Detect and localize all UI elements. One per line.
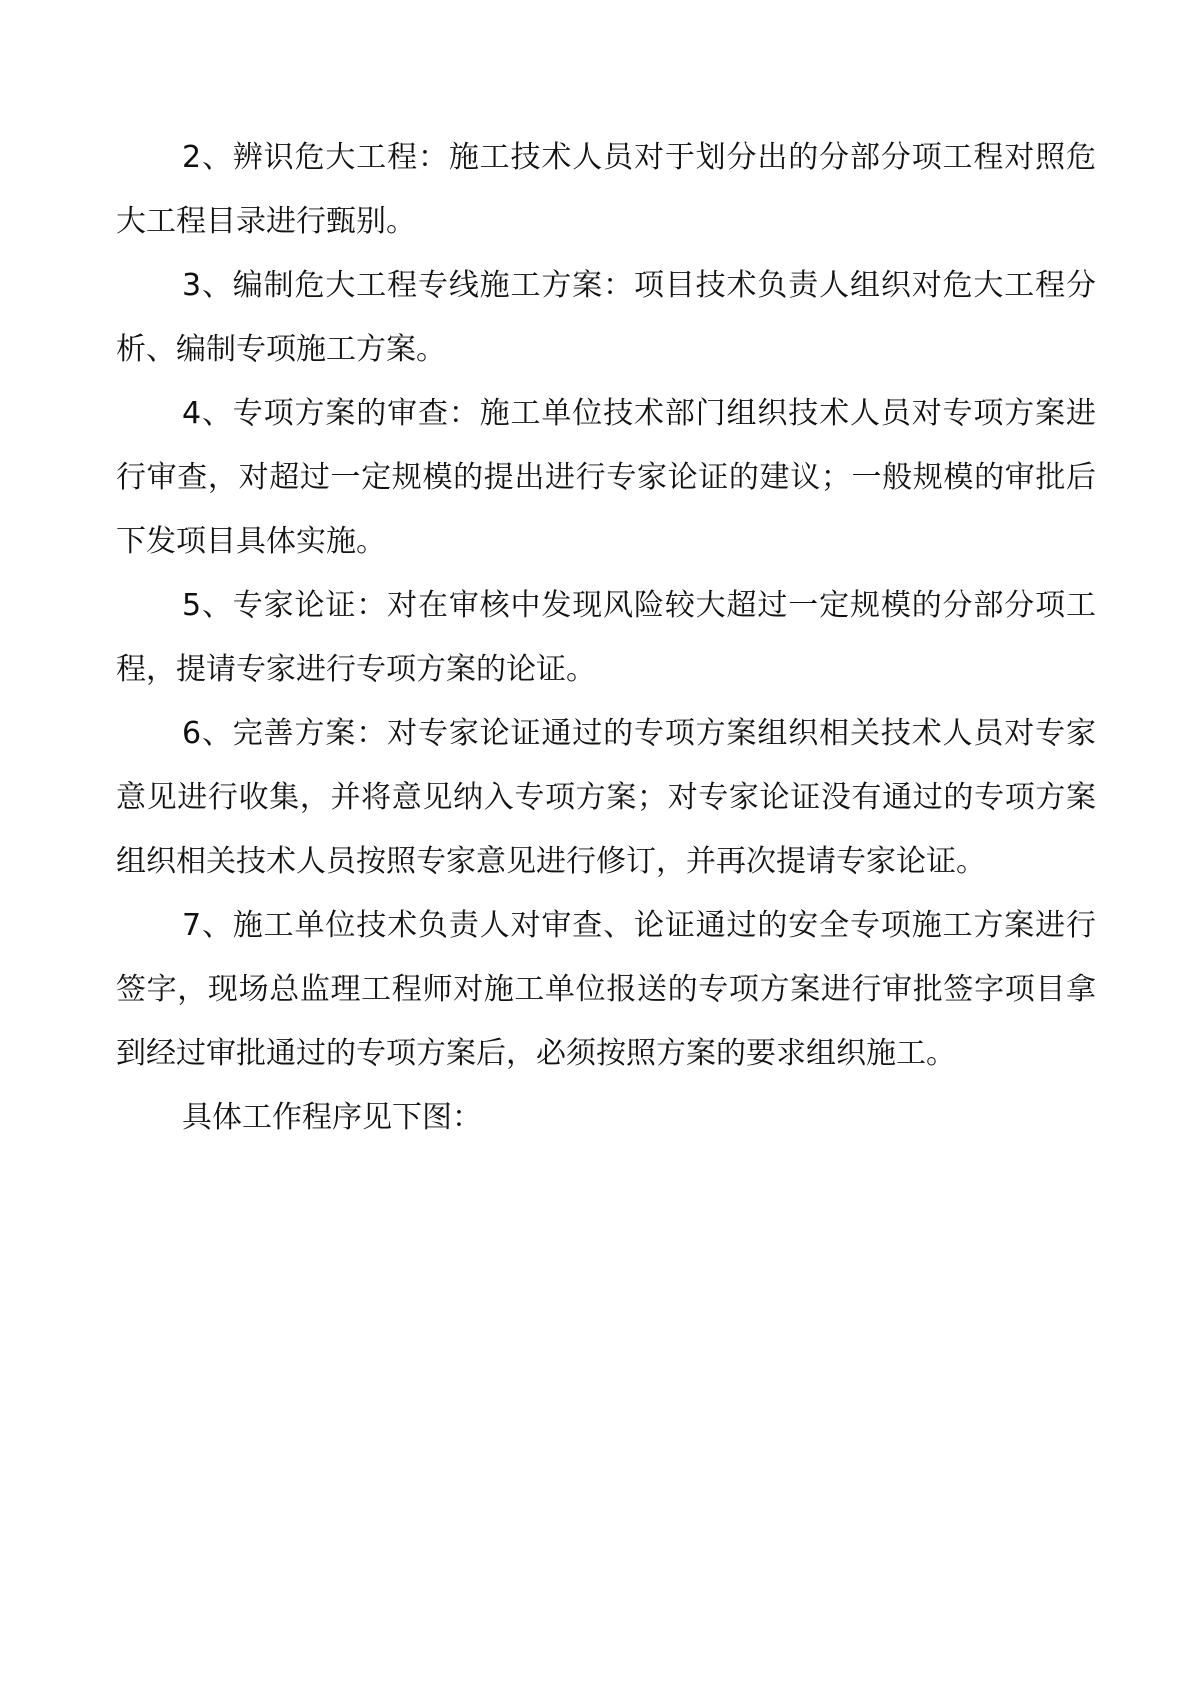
paragraph-step-4: 4、专项方案的审查：施工单位技术部门组织技术人员对专项方案进行审查，对超过一定规模的提出进行专家论证的建议；一般规模的审批后下发项目具体实施。	[116, 396, 1096, 559]
document-body	[116, 126, 1096, 1150]
paragraph-step-3: 3、编制危大工程专线施工方案：项目技术负责人组织对危大工程分析、编制专项施工方案。	[116, 268, 1096, 367]
paragraph-step-6: 6、完善方案：对专家论证通过的专项方案组织相关技术人员对专家意见进行收集，并将意见纳入专项方案；对专家论证没有通过的专项方案组织相关技术人员按照专家意见进行修订，并再次提请专家论证。	[116, 716, 1096, 879]
paragraph-step-2: 2、辨识危大工程：施工技术人员对于划分出的分部分项工程对照危大工程目录进行甄别。	[116, 140, 1096, 239]
paragraph-step-5: 5、专家论证：对在审核中发现风险较大超过一定规模的分部分项工程，提请专家进行专项方案的论证。	[116, 588, 1096, 687]
paragraph-procedure-intro: 具体工作程序见下图：	[182, 1100, 482, 1135]
paragraph-step-7: 7、施工单位技术负责人对审查、论证通过的安全专项施工方案进行签字，现场总监理工程师对施工单位报送的专项方案进行审批签字项目拿到经过审批通过的专项方案后，必须按照方案的要求组织施工。	[116, 908, 1096, 1071]
